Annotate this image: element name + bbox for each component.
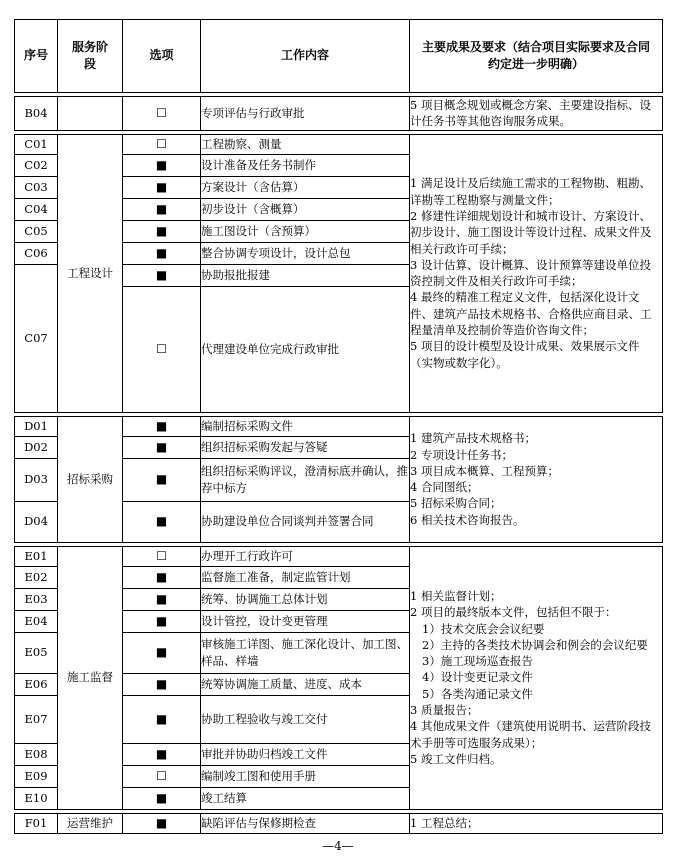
row-code: E10 [15,787,58,809]
result-line: 1 建筑产品技术规格书； [410,431,536,446]
option-checkbox: ■ [123,695,201,743]
result-line: 3 质量报告； [410,703,479,718]
row-code: B04 [15,97,58,131]
row-code: D04 [15,501,58,542]
result-cell [410,134,663,412]
result-cell [410,416,663,542]
result-line: 1 工程总结； [410,815,479,830]
work-content: 竣工结算 [201,787,410,809]
option-checkbox: ■ [123,743,201,765]
result-line: 3）施工现场巡查报告 [422,654,533,669]
result-line: 4）设计变更记录文件 [422,670,533,685]
stage-cell [58,97,123,131]
row-code: C06 [15,242,58,264]
row-code: E03 [15,588,58,610]
option-checkbox: ■ [123,220,201,242]
work-content: 工程勘察、测量 [201,134,410,154]
option-checkbox: ■ [123,436,201,458]
option-checkbox: ■ [123,458,201,501]
result-line: 3 设计估算、设计概算、设计预算等建设单位投资控制文件及相关行政许可手续； [410,257,651,289]
option-checkbox: ■ [123,632,201,673]
result-line: 1 相关监督计划； [410,588,502,603]
row-code: E06 [15,673,58,695]
services-table [14,19,663,834]
result-line: 3 项目成本概算、工程预算； [410,463,559,478]
result-line: 4 合同图纸； [410,480,479,495]
work-content: 专项评估与行政审批 [201,97,410,131]
work-content: 编制招标采购文件 [201,416,410,436]
result-line: 4 其他成果文件（建筑使用说明书、运营阶段技术手册等可选服务成果）； [410,719,651,750]
header-work: 工作内容 [201,20,410,93]
work-content: 施工图设计（含预算） [201,220,410,242]
option-checkbox: ☐ [123,134,201,154]
work-content: 方案设计（含估算） [201,176,410,198]
option-checkbox: ■ [123,501,201,542]
work-content: 编制竣工图和使用手册 [201,765,410,787]
row-code: E08 [15,743,58,765]
option-checkbox: ☐ [123,286,201,412]
row-code: D01 [15,416,58,436]
work-content: 统筹协调施工质量、进度、成本 [201,673,410,695]
option-checkbox: ■ [123,176,201,198]
option-checkbox: ☐ [123,765,201,787]
row-code: C04 [15,198,58,220]
row-code: E07 [15,695,58,743]
option-checkbox: ■ [123,813,201,833]
row-code: E04 [15,610,58,632]
row-code: C07 [15,264,58,412]
work-content: 初步设计（含概算） [201,198,410,220]
row-code: E01 [15,546,58,566]
option-checkbox: ■ [123,673,201,695]
result-cell [410,546,663,809]
result-line: 5 竣工文件归档。 [410,752,502,767]
header-result: 主要成果及要求（结合项目实际要求及合同约定进一步明确） [410,20,663,93]
row-code: E09 [15,765,58,787]
table-row [15,134,663,154]
row-code: E05 [15,632,58,673]
option-checkbox: ■ [123,416,201,436]
result-cell [410,813,663,833]
row-code: C05 [15,220,58,242]
work-content: 监督施工准备，制定监管计划 [201,566,410,588]
work-content: 缺陷评估与保修期检查 [201,813,410,833]
work-content: 办理开工行政许可 [201,546,410,566]
work-content: 协助报批报建 [201,264,410,286]
work-content: 统筹、协调施工总体计划 [201,588,410,610]
result-line: 1）技术交底会会议纪要 [422,621,545,636]
work-content: 审核施工详图、施工深化设计、加工图、样品、样墙 [201,632,410,673]
stage-label: 工程设计 [58,134,123,412]
option-checkbox: ■ [123,264,201,286]
work-content: 组织招标采购评议，澄清标底并确认，推荐中标方 [201,458,410,501]
result-line: 5 项目概念规划或概念方案、主要建设指标、设计任务书等其他咨询服务成果。 [410,98,651,129]
table-row [15,97,663,131]
option-checkbox: ☐ [123,546,201,566]
table-header-row [15,20,663,93]
row-code: C03 [15,176,58,198]
work-content: 组织招标采购发起与答疑 [201,436,410,458]
option-checkbox: ■ [123,198,201,220]
header-stage: 服务阶段 [58,20,123,93]
result-line: 5）各类沟通记录文件 [422,686,533,701]
row-code: C01 [15,134,58,154]
result-line: 2 项目的最终版本文件，包括但不限于： [410,605,617,620]
result-line: 4 最终的精准工程定义文件，包括深化设计文件、建筑产品技术规格书、合格供应商目录、工程量清单及控制价等造价咨询文件； [410,290,652,338]
row-code: C02 [15,154,58,176]
option-checkbox: ■ [123,154,201,176]
work-content: 协助建设单位合同谈判并签署合同 [201,501,410,542]
row-code: D02 [15,436,58,458]
stage-label: 施工监督 [58,546,123,809]
work-content: 设计管控，设计变更管理 [201,610,410,632]
option-checkbox: ■ [123,588,201,610]
work-content: 协助工程验收与竣工交付 [201,695,410,743]
table-row [15,813,663,833]
option-checkbox: ■ [123,610,201,632]
stage-label: 运营维护 [58,813,123,833]
result-line: 6 相关技术咨询报告。 [410,512,525,527]
row-code: D03 [15,458,58,501]
table-row [15,546,663,566]
option-checkbox: ☐ [123,97,201,131]
page-number: —4— [322,839,354,853]
header-option: 选项 [123,20,201,93]
result-line: 1 满足设计及后续施工需求的工程物勘、粗勘、详勘等工程勘察与测量文件； [410,176,651,207]
option-checkbox: ■ [123,242,201,264]
result-line: 2 修建性详细规划设计和城市设计、方案设计、初步设计、施工图设计等设计过程、成果文件及相关行政许可手续； [410,208,652,256]
result-line: 2）主持的各类技术协调会和例会的会议纪要 [422,637,648,652]
result-line: 5 项目的设计模型及设计成果、效果展示文件（实物或数字化）。 [410,339,640,370]
work-content: 审批并协助归档竣工文件 [201,743,410,765]
result-line: 2 专项设计任务书； [410,447,513,462]
stage-label: 招标采购 [58,416,123,542]
row-code: F01 [15,813,58,833]
work-content: 代理建设单位完成行政审批 [201,286,410,412]
table-row [15,416,663,436]
work-content: 设计准备及任务书制作 [201,154,410,176]
row-code: E02 [15,566,58,588]
option-checkbox: ■ [123,566,201,588]
option-checkbox: ■ [123,787,201,809]
result-line: 5 招标采购合同； [410,496,502,511]
result-cell [410,97,663,131]
header-code: 序号 [15,20,58,93]
work-content: 整合协调专项设计，设计总包 [201,242,410,264]
